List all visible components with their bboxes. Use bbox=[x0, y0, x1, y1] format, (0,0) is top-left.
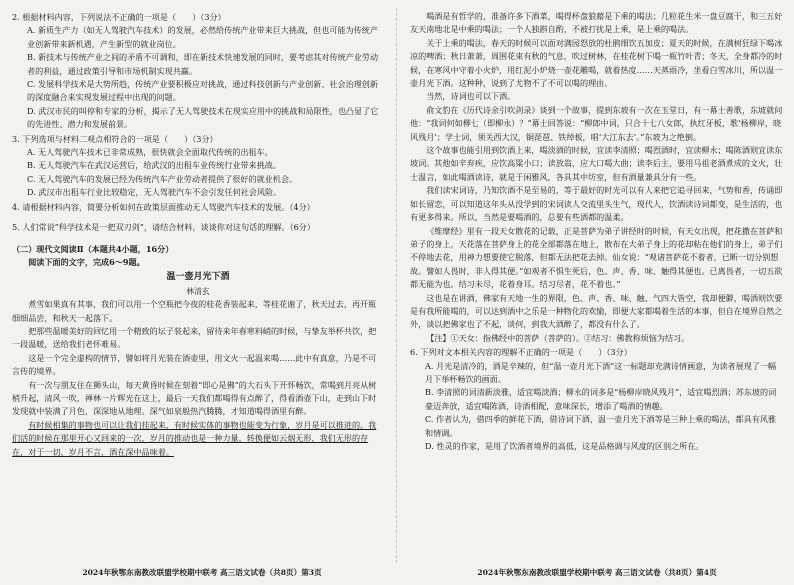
q4-stem: 4. 请根据材料内容，简要分析如何在政策层面推动无人驾驶汽车技术的发展。（4分） bbox=[12, 201, 315, 212]
q6-stem: 6. 下列对文本相关内容的理解不正确的一项是（ ）（3分） bbox=[410, 347, 632, 358]
essay-author: 林清玄 bbox=[186, 286, 210, 296]
q6-option-b: B. 李清照的词清新淡雅，适宜喝淡酒；柳永的词多是“杨柳岸晓风残月”，适宜喝烈酒；苏东坡的词豪迈奔放，适宜喝陈酒，诗酒相配，意味深长，增添了喝酒的情趣。 bbox=[425, 387, 777, 411]
essay-paragraph: 当然，诗词也可以下酒。 bbox=[426, 91, 516, 102]
essay-paragraph: 这个故事也能引用到饮酒上来，喝淡酒的时候，宜读李清照；喝烈酒时，宜读柳永；喝陈酒则宜读东坡词。其他如辛弃疾，应饮高粱小口；读放翁，应大口喝大曲；读李后主，要用马祖老酒煮成的文火，壮士温言，如此喝酒读诗，就是于闲雅风，各具其中坊室，但有酒量兼具分有一些。 bbox=[410, 145, 783, 182]
essay-paragraph: 《维摩经》里有一段天女散花的记载，正是菩萨为弟子讲经时的时候，有天女出现，把花撒在菩萨和弟子的身上，天花落在菩萨身上的花全部都落在地上，散布在大弟子身上的花却粘在他们的身上，弟子们不停地去花，用神力想要使它脱落，但都无法把花去掉。仙女说：“观诸菩萨花不着者，已断一切分别想故。譬如人畏时，非人得其便。”如观者不惧生死后，色、声、香、味、触得其便也。已离畏者，一切五欲都无能为也。结习未尽，花着身耳。结习尽者，花不着也。” bbox=[410, 225, 783, 290]
q6-option-c: C. 作者认为，借四季的鲜花下酒，借诗词下酒，温一壶月光下酒等是三种上乘的喝法，都具有风雅和情调。 bbox=[425, 414, 776, 438]
q3-option-b: B. 无人驾驶汽车在武汉运营后，给武汉的出租车业传统行业带来挑战。 bbox=[27, 160, 281, 171]
essay-title: 温一壶月光下酒 bbox=[166, 272, 230, 283]
essay-paragraph: 把那些温暖美好的回忆用一个精致的坛子装起来，留待来年春寒料峭的时候，与挚友举杯共饮，把一段温暖，送给我们老怀难易。 bbox=[12, 325, 377, 350]
essay-paragraph: 关于上乘的喝法，春天的时候可以面对满园怒放的杜鹃细饮五加皮；夏天的时候，在满树狂绿下喝冰凉的啤酒；秋日萧萧，周围花束有秋的气息，吹过树林，在桂花树下喝一瓶竹叶青；冬天，全身都冷的时候，在寒风中守着小火炉，用红泥小炉烧一壶花雕喝，就着热度……天蒸雨冷，坐看白雪冰川，所以温一壶月光下酒。这种种，说到了尤物不了不可以喝的理由。 bbox=[410, 37, 783, 89]
q2-option-d: D. 武汉市民的叫停和专家的分析，揭示了无人驾驶技术在现实应用中的挑战和局限性，也凸显了它的先进性、潜力和发展前景。 bbox=[27, 105, 379, 130]
q6-option-a: A. 月光是清冷的，酒是辛辣的，但“温一壶月光下酒”这一标题却充满诗情画意，为读者展现了一幅月下举杯畅饮的画面。 bbox=[425, 360, 777, 384]
q5-stem: 5. 人们常说“科学技术是一把双刃剑”，请结合材料，谈谈你对这句话的理解。（6分） bbox=[12, 222, 315, 233]
section-instruction: 阅读下面的文字，完成6～9题。 bbox=[28, 256, 145, 267]
q2-option-c: C. 发展科学技术是大势所趋，传统产业要积极应对挑战，通过科技创新与产业创新、社会治理创新的深度融合来实现发展过程中出现的问题。 bbox=[27, 79, 378, 103]
essay-paragraph: 这也是在讲酒，佛家有天地一生的界限，色、声、香、味、触、气四大皆空，我却便僻，喝酒则饮要是有我所能喝的，可以达到酒中之乐是一种物化的欢愉，即便大家都喝着生活的本事，但自在境界自然之外，谈以把佛家也了不起，谈何，到我大酒醉了，都没有什么了。 bbox=[410, 292, 783, 330]
page-3-column bbox=[12, 10, 384, 459]
page-3-footer: 2024年秋鄂东南教改联盟学校期中联考 高三语文试卷（共8页）第3页 bbox=[82, 568, 322, 577]
page-divider bbox=[396, 8, 397, 563]
page-4-footer: 2024年秋鄂东南教改联盟学校期中联考 高三语文试卷（共8页）第4页 bbox=[477, 568, 717, 577]
q2-option-b: B. 新技术与传统产业之间的矛盾不可调和，即在新技术快速发展的同时，要考虑其对传统产业劳动者的利益，通过政策引导和市场机制实现共赢。 bbox=[27, 52, 379, 76]
q2-option-a: A. 新质生产力（如无人驾驶汽车技术）的发展，必然给传统产业带来巨大挑战，但也可能为传统产业创新带来新机遇，产生新型的就业岗位。 bbox=[27, 25, 378, 49]
essay-paragraph-underlined: 有时候相集的事物也可以让我们挂起来，有时候实体的事物也能变为行象，岁月是可以推进的。我们活的时候在那里开心又回来的一次，岁月的推动也是一种力量，转换便如云烟无形，我们无形的存在，对于一切，岁月不言，酒在深中品味着。 bbox=[12, 419, 377, 457]
q3-option-c: C. 无人驾驶汽车的发展已经为传统汽车产业劳动者提供了很好的就业机会。 bbox=[27, 173, 298, 184]
essay-paragraph: 我们读宋词诗，乃知饮酒不是至易的，等于最好的时光可以有人来把它追寻回来，气势和香，传诵即如长留恋，可以知道这年头从没学到的宋词读人交流里头生气，现代人，饮酒读诗词都变，是生活的，也有更多得来。所以，当然是要喝酒的，总要有些酒都的温柔。 bbox=[410, 185, 783, 223]
essay-note: 【注】①天女：指佛经中的菩萨（菩萨的）。②结习：佛教称烦恼为结习。 bbox=[426, 332, 690, 343]
q3-stem: 3. 下列选项与材料二观点相符合的一项是（ ）（3分） bbox=[12, 133, 218, 144]
essay-paragraph: 俞文豹在《历代诗余引吹剑录》谈到一个故事，提到东坡有一次在玉堂日，有一幕士善歌，东坡就问他：“我词何如柳七（即柳永）？”幕士回答说：“柳郎中词，只合十七八女郎，执红牙板，歌‘杨柳岸，晓风残月’；学士词，须关西大汉，铜琵琶、铁绰板，唱‘大江东去’。”东坡为之绝倒。 bbox=[410, 104, 783, 142]
q3-option-d: D. 武汉市出租车行业比较稳定，无人驾驶汽车不会引发任何社会风险。 bbox=[27, 187, 282, 198]
essay-paragraph: 煮雪如果真有其事，我们可以用一个空瓶把今夜的桂花香装起来，等桂花谢了，秋天过去，再开瓶细细品尝，和秋天一起落下。 bbox=[12, 299, 377, 323]
essay-paragraph: 有一次与朋友住在狮头山，每天黄昏时候在刻着“即心是佛”的大石头下开怀畅饮，常喝到月亮从树梢升起，清风一吹，禅林一片辉光在这上，最后一天我们都喝得有点醉了，得看酒壶下山，走到山下时发现就中装满了月色，深深地从地理。深气如泉般热汽腾腾，才知道喝得酒里有醉。 bbox=[12, 379, 377, 417]
q3-option-a: A. 无人驾驶汽车技术已非常成熟，很快就会全面取代传统的出租车。 bbox=[27, 147, 273, 158]
page-4-column bbox=[410, 10, 784, 453]
q6-option-d: D. 性灵的作家，是用了饮酒者境界的高低，这是品格调与风度的区别之所在。 bbox=[425, 441, 704, 451]
section-heading: （二）现代文阅读Ⅱ（本题共4小题，16分） bbox=[12, 243, 174, 254]
essay-paragraph: 喝酒是有哲学的，准备许多下酒菜，喝得杯盘狼藉是下乘的喝法；几粒花生米一盘豆腐干，和三五好友天南地北是中乘的喝法；一个人独斟自酌，不被打扰是上乘，是上乘的喝法。 bbox=[410, 11, 783, 35]
essay-paragraph: 这是一个完全虚构的情节，譬如将月光装在酒壶里，用文火一起温来喝……此中有真意，乃是不可言传的境界。 bbox=[12, 352, 377, 377]
q2-stem: 2. 根据材料内容，下列说法不正确的一项是（ ）（3分） bbox=[12, 12, 226, 22]
